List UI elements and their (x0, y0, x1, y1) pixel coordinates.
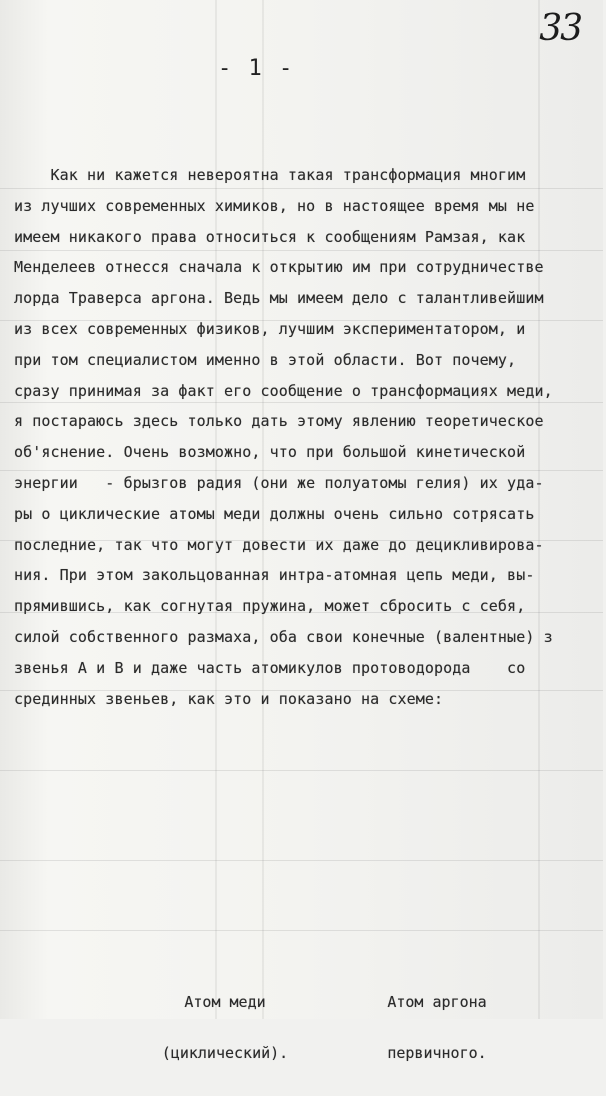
text-line: ния. При этом закольцованная интра-атомная цепь меди, вы- (14, 566, 535, 585)
text-line: энергии - брызгов радия (они же полуатомы гелия) их уда- (14, 473, 544, 492)
page-number-mark: - 1 - (218, 56, 295, 81)
caption-line: (циклический). (161, 1044, 289, 1062)
text-line: сразу принимая за факт его сообщение о трансформациях меди, (14, 381, 553, 400)
text-line: лорда Траверса аргона. Ведь мы имеем дело с талантливейшим (14, 289, 544, 308)
typed-paragraph (14, 160, 606, 714)
text-line: Менделеев отнесся сначала к открытию им при сотрудничестве (14, 258, 544, 277)
caption-line: Атом аргона (387, 993, 487, 1011)
text-line: я постараюсь здесь только дать этому явлению теоретическое (14, 412, 544, 431)
text-line: срединных звеньев, как это и показано на схеме: (14, 689, 444, 708)
text-line: прямившись, как согнутая пружина, может сбросить с себя, (14, 597, 526, 616)
text-line: из всех современных физиков, лучшим экспериментатором, и (14, 319, 526, 338)
text-line: звенья А и В и даже часть атомикулов протоводорода со (14, 658, 526, 677)
text-line: из лучших современных химиков, но в настоящее время мы не (14, 196, 535, 215)
caption-line: Атом меди (184, 993, 266, 1011)
text-line: последние, так что могут довести их даже до децикливирова- (14, 535, 544, 554)
scan-streak (0, 930, 603, 931)
text-line: при том специалистом именно в этой области. Вот почему, (14, 350, 517, 369)
caption-copper-atom (150, 960, 300, 1096)
scan-streak (0, 860, 603, 861)
text-line: силой собственного размаха, оба свои конечные (валентные) з (14, 627, 553, 646)
caption-argon-atom (372, 960, 502, 1096)
text-line: Как ни кажется невероятна такая трансформация многим (14, 166, 526, 184)
text-line: имеем никакого права относиться к сообщениям Рамзая, как (14, 227, 526, 246)
text-line: об'яснение. Очень возможно, что при большой кинетической (14, 443, 526, 462)
text-line: ры о циклические атомы меди должны очень сильно сотрясать (14, 504, 535, 523)
caption-line: первичного. (387, 1044, 487, 1062)
handwritten-folio-number: 33 (539, 8, 581, 49)
scan-streak (0, 770, 603, 771)
